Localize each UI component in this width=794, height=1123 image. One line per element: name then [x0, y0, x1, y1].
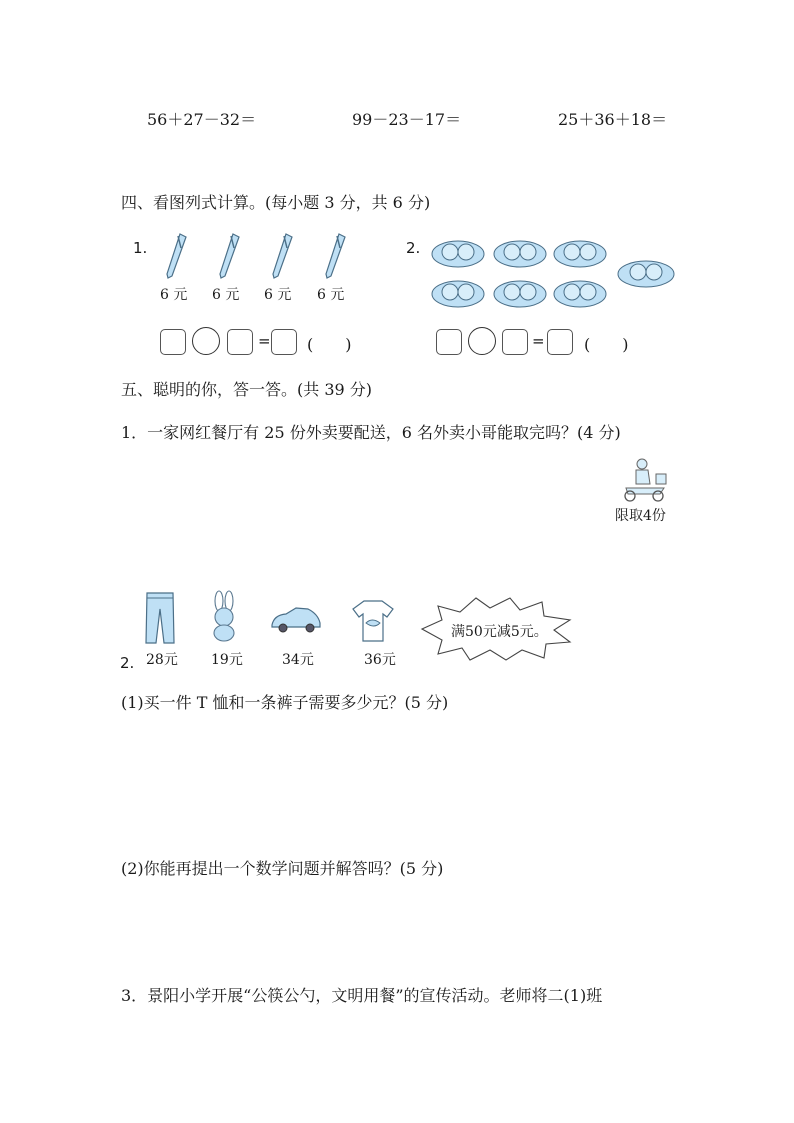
car-price: 34元 [282, 652, 314, 668]
equation-3: 25＋36＋18＝ [558, 110, 668, 129]
delivery-limit-caption: 限取4份 [615, 508, 666, 524]
pen-illustration-3 [266, 232, 296, 280]
q1-equals-sign: = [258, 332, 271, 350]
section-4-heading: 四、看图列式计算。(每小题 3 分，共 6 分) [121, 193, 431, 212]
equation-2: 99－23－17＝ [352, 110, 462, 129]
q1-answer-box-1[interactable] [160, 329, 186, 355]
q1-answer-box-3[interactable] [271, 329, 297, 355]
q2-answer-box-1[interactable] [436, 329, 462, 355]
apple-plates-illustration [430, 234, 678, 312]
q2-equals-sign: = [532, 332, 545, 350]
question-2-number-section5: 2. [120, 654, 135, 672]
pen-price-2: 6 元 [212, 287, 240, 303]
delivery-scooter-icon [618, 458, 670, 502]
t-shirt-icon [352, 599, 394, 643]
question-1-number: 1. [133, 239, 148, 257]
bunny-toy-icon [207, 591, 241, 643]
section-5-question-3: 3．景阳小学开展“公筷公勺，文明用餐”的宣传活动。老师将二(1)班 [121, 986, 603, 1005]
pants-price: 28元 [146, 652, 178, 668]
toy-car-icon [270, 605, 322, 635]
q2-unit-parentheses[interactable]: ( ) [584, 335, 629, 354]
q2-answer-box-3[interactable] [547, 329, 573, 355]
question-2-sub-2: (2)你能再提出一个数学问题并解答吗？(5 分) [121, 859, 444, 878]
section-5-heading: 五、聪明的你，答一答。(共 39 分) [121, 380, 373, 399]
q2-operator-circle[interactable] [468, 327, 496, 355]
question-2-number: 2. [406, 239, 421, 257]
pen-price-4: 6 元 [317, 287, 345, 303]
question-2-sub-1: (1)买一件 T 恤和一条裤子需要多少元？(5 分) [121, 693, 449, 712]
pants-icon [145, 591, 175, 645]
bunny-price: 19元 [211, 652, 243, 668]
section-5-question-1: 1．一家网红餐厅有 25 份外卖要配送，6 名外卖小哥能取完吗？(4 分) [121, 423, 621, 442]
tshirt-price: 36元 [364, 652, 396, 668]
pen-price-3: 6 元 [264, 287, 292, 303]
promo-text: 满50元减5元。 [451, 624, 548, 640]
pen-illustration-2 [213, 232, 243, 280]
equation-1: 56＋27－32＝ [147, 110, 257, 129]
q1-operator-circle[interactable] [192, 327, 220, 355]
pen-illustration-1 [160, 232, 190, 280]
pen-price-1: 6 元 [160, 287, 188, 303]
pen-illustration-4 [319, 232, 349, 280]
q2-answer-box-2[interactable] [502, 329, 528, 355]
q1-answer-box-2[interactable] [227, 329, 253, 355]
q1-unit-parentheses[interactable]: ( ) [307, 335, 352, 354]
